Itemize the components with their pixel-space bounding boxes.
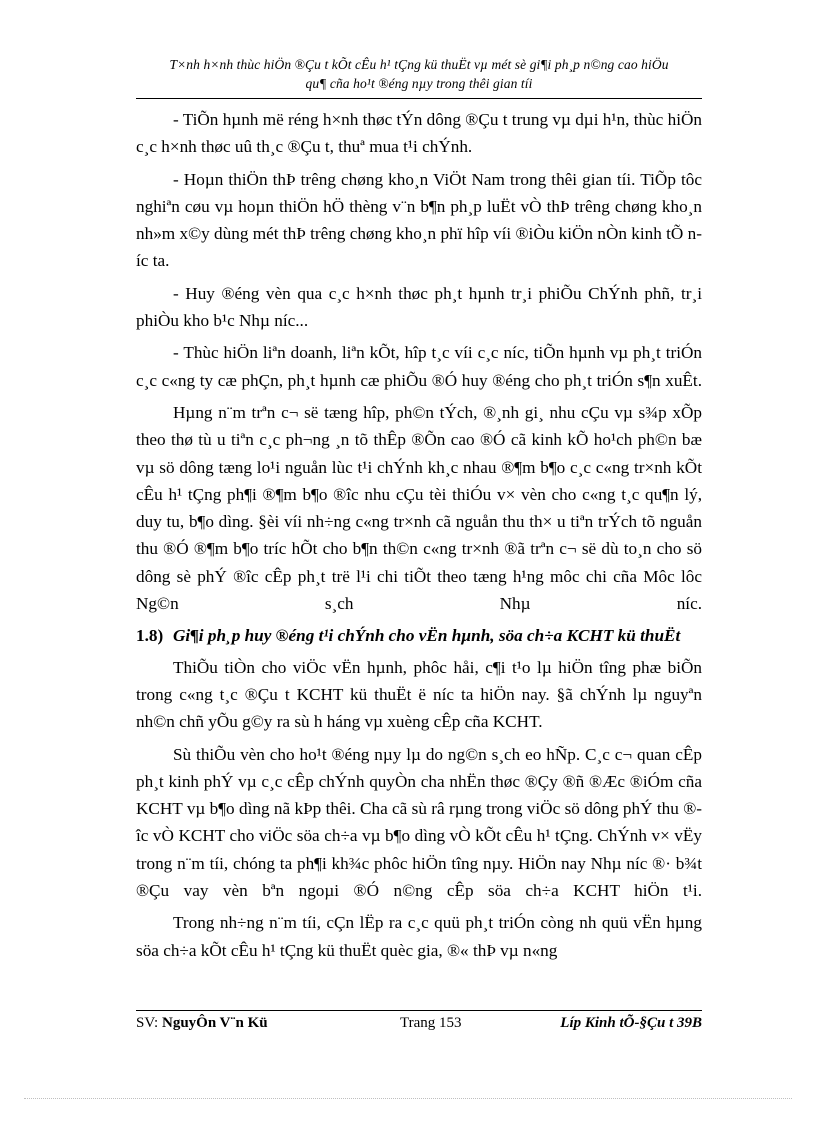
footer-student-name: NguyÔn V¨n Kü [161, 1015, 268, 1031]
paragraph-8: Trong nh÷ng n¨m tíi, cÇn lËp ra c¸c quü ph¸t triÓn còng nh quü vËn hµng söa ch÷a kÕt cÊu h¹ tÇng kü thuËt quèc gia, ®« thÞ vµ n«ng [136, 913, 702, 960]
paragraph-3: - Huy ®éng vèn qua c¸c h×nh thøc ph¸t hµnh tr¸i phiÕu ChÝnh phñ, tr¸i phiÒu kho b¹c Nhµ níc... [136, 283, 702, 331]
header-rule [136, 98, 702, 99]
footer-class: Líp Kinh tÕ-§Çu t 39B [560, 1015, 702, 1031]
paragraph-5: Hµng n¨m trªn c¬ së tæng hîp, ph©n tÝch, ®¸nh gi¸ nhu cÇu vµ s¾p xÕp theo thø tù u tiªn c¸c ph¬ng ¸n tõ thÊp ®Õn cao ®Ó cã kinh kÕ ho¹ch ph©n bæ vµ sö dông tæng lo¹i nguån lùc t¹i chÝnh kh¸c nhau ®¶m b¶o c¸c c«ng tr×nh kÕt cÊu h¹ tÇng ph¶i ®¶m b¶o ®îc nhu cÇu tèi thiÓu v× vèn cho c«ng t¸c qu¶n lý, duy tu, b¶o dìng. §èi víi nh÷ng c«ng tr×nh cã nguån thu th× u tiªn trÝch tõ nguån thu ®Ó ®¶m b¶o tríc hÕt cho b¶n th©n c«ng tr×nh ®ã trªn c¬ së dù to¸n cho sö dông sè phÝ ®îc cÊp ph¸t trë l¹i chi tiÕt theo tæng h¹ng môc chi cña Môc lôc Ng©n s¸ch Nhµ níc. [136, 402, 702, 614]
footer-student-prefix: SV: [136, 1015, 162, 1031]
header-line-2: qu¶ cña ho¹t ®éng nµy trong thêi gian tíi [305, 76, 533, 91]
page-edge-dotted-line [24, 1098, 792, 1099]
section-title: Gi¶i ph¸p huy ®éng t¹i chÝnh cho vËn hµnh, söa ch÷a KCHT kü thuËt [173, 626, 681, 646]
footer-rule [136, 1010, 702, 1011]
running-header [136, 55, 702, 93]
header-line-1: T×nh h×nh thùc hiÖn ®Çu t kÕt cÊu h¹ tÇng kü thuËt vµ mét sè gi¶i ph¸p n©ng cao hiÖu [169, 57, 669, 72]
paragraph-1: - TiÕn hµnh më réng h×nh thøc tÝn dông ®Çu t trung vµ dµi h¹n, thùc hiÖn c¸c h×nh thøc uû th¸c ®Çu t, thuª mua t¹i chÝnh. [136, 110, 702, 157]
footer-page-number: Trang 153 [400, 1015, 462, 1031]
footer-student [136, 1013, 268, 1033]
section-heading [136, 622, 702, 649]
paragraph-6: ThiÕu tiÒn cho viÖc vËn hµnh, phôc håi, c¶i t¹o lµ hiÖn tîng phæ biÕn trong c«ng t¸c ®Çu t KCHT kü thuËt ë níc ta hiÖn nay. §ã chÝnh lµ nguyªn nh©n chñ yÕu g©y ra sù h háng vµ xuèng cÊp cña KCHT. [136, 657, 702, 732]
paragraph-2: - Hoµn thiÖn thÞ trêng chøng kho¸n ViÖt Nam trong thêi gian tíi. TiÕp tôc nghiªn cøu vµ hoµn thiÖn hÖ thèng v¨n b¶n ph¸p luËt vÒ thÞ trêng chøng kho¸n nh»m x©y dùng mét thÞ trêng chøng kho¸n phï hîp víi ®iÒu kiÖn nÒn kinh tÕ níc ta. [136, 169, 702, 271]
paragraph-7: Sù thiÕu vèn cho ho¹t ®éng nµy lµ do ng©n s¸ch eo hÑp. C¸c c¬ quan cÊp ph¸t kinh phÝ vµ c¸c cÊp chÝnh quyÒn cha nhËn thøc ®Çy ®ñ ®Æc ®iÓm cña KCHT vµ b¶o dìng nã kÞp thêi. Cha cã sù râ rµng trong viÖc sö dông phÝ thu ®îc vÒ KCHT cho viÖc söa ch÷a vµ b¶o dìng vÒ kÕt cÊu h¹ tÇng. ChÝnh v× vËy trong n¨m tíi, chóng ta ph¶i kh¾c phôc hiÖn tîng nµy. HiÖn nay Nhµ níc ®· b¾t ®Çu vay vèn bªn ngoµi ®Ó n©ng cÊp söa ch÷a KCHT hiÖn t¹i. [136, 744, 702, 901]
body-text [136, 106, 702, 969]
paragraph-4: - Thùc hiÖn liªn doanh, liªn kÕt, hîp t¸c víi c¸c níc, tiÕn hµnh vµ ph¸t triÓn c¸c c«ng ty cæ phÇn, ph¸t hµnh cæ phiÕu ®Ó huy ®éng cho ph¸t triÓn s¶n xuÊt. [136, 343, 702, 390]
section-number: 1.8) [136, 626, 164, 646]
